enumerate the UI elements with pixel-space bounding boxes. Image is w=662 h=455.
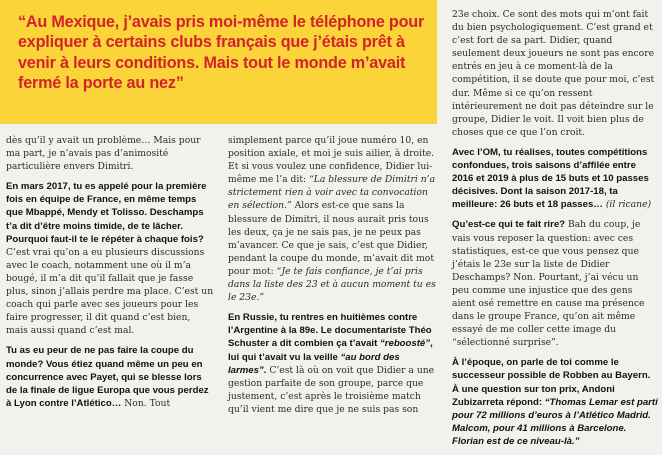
paragraph [6, 180, 214, 337]
question-text: , lui qui t’avait vu la veille [228, 338, 433, 363]
answer-text: Bah du coup, je vais vous reposer la question: avec ces statistiques, est-ce que vous pensez que j’étais le 23e sur la liste de Didier Deschamps? Non. Pourtant, j’ai vécu un peu comme une injustice que des gens aient osé remettre en cause ma présence dans le groupe France, qu’on ait même essayé de me coller cette image du “sélectionné surprise”. [452, 219, 645, 349]
text-column-3 [452, 8, 658, 455]
answer-text: 23e choix. Ce sont des mots qui m’ont fait du bien psychologiquement. C’est grand et c’est fort de sa part. Didier, quand seulement deux joueurs ne sont pas encore entrés en jeu à ce moment-là de la compétition, il se doute que pour moi, c’est dur. Même si ce qu’on ressent intérieurement ne doit pas déteindre sur le groupe, Didier le voit. Il voit bien plus de choses que ce que l’on croit. [452, 9, 655, 138]
aside-italic: (il ricane) [602, 199, 652, 211]
question-text: En Russie, tu rentres en huitièmes contre l’Argentine à la 89e. Le documentariste Théo Schuster a dit combien ça t’avait [228, 312, 432, 350]
question-italic: “reboosté” [379, 338, 431, 350]
question-text: Avec l’OM, tu réalises, toutes compétitions confondues, trois saisons d’affilée entre 2016 et 2019 à plus de 15 buts et 10 passes décisives. Dont la saison 2017-18, ta meilleure: 26 buts et 18 passes… [452, 146, 649, 211]
answer-text: C’est là où on voit que Didier a une gestion parfaite de son groupe, parce que justement, c’est après le troisième match qu’il vient me dire que je ne suis pas son [228, 364, 435, 415]
quote-italic: “La blessure de Dimitri n’a strictement rien à voir avec ta convocation en sélection.” [228, 174, 436, 212]
text-column-1 [6, 134, 214, 417]
answer-text: dès qu’il y avait un problème… Mais pour ma part, je n’avais pas d’animosité particulière envers Dimitri. [6, 135, 201, 173]
answer-text: simplement parce qu’il joue numéro 10, en position axiale, et moi je suis ailier, à droite. Et si vous voulez une confidence, Didier lui-même me l’a dit: [228, 135, 435, 186]
paragraph [452, 146, 658, 211]
paragraph [452, 356, 658, 448]
answer-text: Alors est-ce que sans la blessure de Dimitri, il nous aurait pris tous les deux, ça je ne sais pas, je ne peux pas m’avancer. Ce que je sais, c’est que Didier, pendant la coupe du monde, m’avait dit mot pour mot: [228, 200, 435, 277]
paragraph [6, 134, 214, 173]
paragraph [452, 218, 658, 349]
question-text: Tu as eu peur de ne pas faire la coupe du monde? Vous étiez quand même un peu en concurrence avec Payet, qui se blesse lors de la finale de ligue Europa que vous perdez à Lyon contre l’Atlético… [6, 345, 209, 409]
pull-quote: “Au Mexique, j’avais pris moi-même le téléphone pour expliquer à certains clubs français que j’étais prêt à venir à leurs conditions. Mais tout le monde m’avait fermé la porte au nez” [18, 13, 425, 93]
paragraph [6, 344, 214, 409]
question-text: . [263, 364, 267, 376]
answer-text: Non. Tout [121, 397, 171, 409]
answer-text: C’est vrai qu’on a eu plusieurs discussions avec le coach, notamment une où il m’a bougé, il m’a dit qu’il fallait que je fasse plus, sinon j’allais perdre ma place. C’est un coach qui parle avec ses joueurs pour les faire progresser, il dit quand c’est bien, mais aussi quand c’est mal. [6, 246, 214, 337]
question-text: Qu’est-ce qui te fait rire? [452, 219, 566, 231]
paragraph [228, 134, 436, 304]
question-italic: “au bord des larmes” [228, 351, 400, 376]
pull-quote-box [0, 0, 437, 124]
question-text: En mars 2017, tu es appelé pour la première fois en équipe de France, en même temps que Mbappé, Mendy et Tolisso. Deschamps t’a dit d’être moins timide, de te lâcher. Pourquoi faut-il te le répéter à chaque fois? [6, 181, 207, 245]
text-column-2 [228, 134, 436, 423]
question-text: À l’époque, on parle de toi comme le successeur possible de Robben au Bayern. À une question sur ton prix, Andoni Zubizarreta répond: [452, 357, 651, 408]
paragraph [228, 311, 436, 416]
question-italic: “Thomas Lemar est parti pour 72 millions d’euros à l’Atlético Madrid. Malcom, pour 41 millions à Barcelone. Florian est de ce niveau-là.” [452, 396, 658, 447]
paragraph [452, 8, 658, 139]
quote-italic: “Je te fais confiance, je t’ai pris dans la liste des 23 et à aucun moment tu es le 23e.” [228, 265, 436, 304]
